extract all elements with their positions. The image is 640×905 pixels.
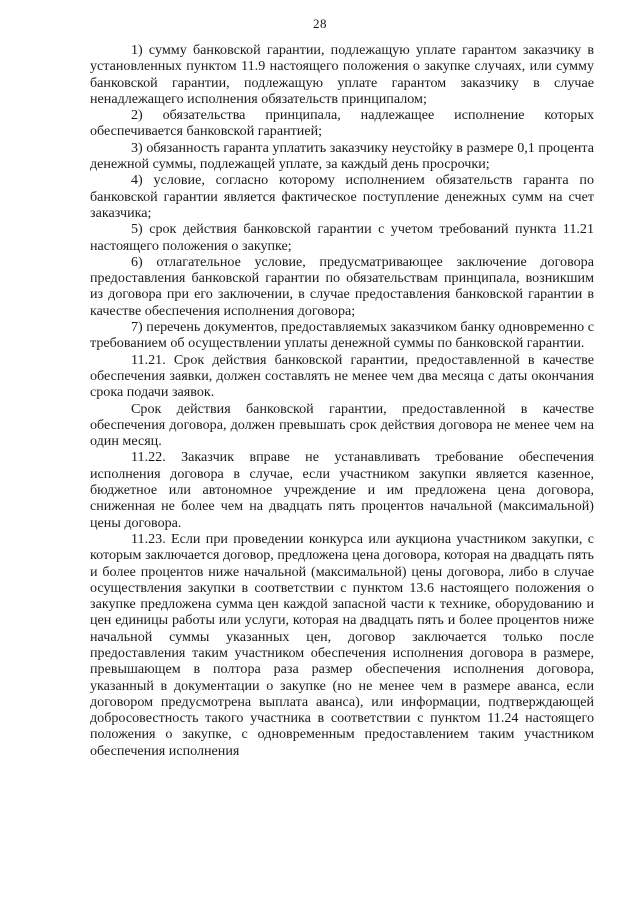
paragraph-item-5: 5) срок действия банковской гарантии с учетом требований пункта 11.21 настоящего положения о закупке; (90, 221, 594, 254)
paragraph-item-3: 3) обязанность гаранта уплатить заказчику неустойку в размере 0,1 процента денежной суммы, подлежащей уплате, за каждый день просрочки; (90, 139, 594, 173)
paragraph-item-4: 4) условие, согласно которому исполнением обязательств гаранта по банковской гарантии является фактическое поступление денежных сумм на счет заказчика; (90, 172, 594, 221)
paragraph-clause-11-22: 11.22. Заказчик вправе не устанавливать требование обеспечения исполнения договора в случае, если участником закупки является казенное, бюджетное или автономное учреждение и им предложена цена договора, сниженная не более чем на двадцать пять процентов начальной (максимальной) цены договора. (90, 449, 594, 531)
paragraph-clause-11-21: 11.21. Срок действия банковской гарантии, предоставленной в качестве обеспечения заявки, должен составлять не менее чем два месяца с даты окончания срока подачи заявок. (90, 351, 594, 401)
paragraph-item-7: 7) перечень документов, предоставляемых заказчиком банку одновременно с требованием об осуществлении уплаты денежной суммы по банковской гарантии. (90, 319, 594, 352)
page-number: 28 (313, 16, 327, 31)
paragraph-item-1: 1) сумму банковской гарантии, подлежащую уплате гарантом заказчику в установленных пунктом 11.9 настоящего положения о закупке случаях, или сумму банковской гарантии, подлежащую уплате гарантом заказчику в случае ненадлежащего исполнения обязательств принципалом; (90, 42, 594, 107)
paragraph-clause-11-21-contract-term: Срок действия банковской гарантии, предоставленной в качестве обеспечения договора, должен превышать срок действия договора не менее чем на один месяц. (90, 400, 594, 450)
paragraph-item-6: 6) отлагательное условие, предусматривающее заключение договора предоставления банковской гарантии по обязательствам принципала, возникшим из договора при его заключении, в случае предоставления банковской гарантии в качестве обеспечения исполнения договора; (90, 253, 594, 319)
paragraph-item-2: 2) обязательства принципала, надлежащее исполнение которых обеспечивается банковской гарантией; (90, 107, 594, 140)
document-body (90, 42, 594, 759)
paragraph-clause-11-23: 11.23. Если при проведении конкурса или аукциона участником закупки, с которым заключается договор, предложена цена договора, которая на двадцать пять и более процентов ниже начальной (максимальной) цены договора, либо в случае осуществления закупки в соответствии с пунктом 13.6 настоящего положения о закупке предложена сумма цен каждой запасной части к технике, оборудованию и цен единицы работы или услуги, которая на двадцать пять и более процентов ниже начальной суммы указанных цен, договор заключается только после предоставления таким участником обеспечения исполнения договора в размере, превышающем в полтора раза размер обеспечения исполнения договора, указанный в документации о закупке (но не менее чем в размере аванса, если договором предусмотрена выплата аванса), или информации, подтверждающей добросовестность такого участника в соответствии с пунктом 11.24 настоящего положения о закупке, с одновременным предоставлением таким участником обеспечения исполнения (90, 530, 594, 759)
